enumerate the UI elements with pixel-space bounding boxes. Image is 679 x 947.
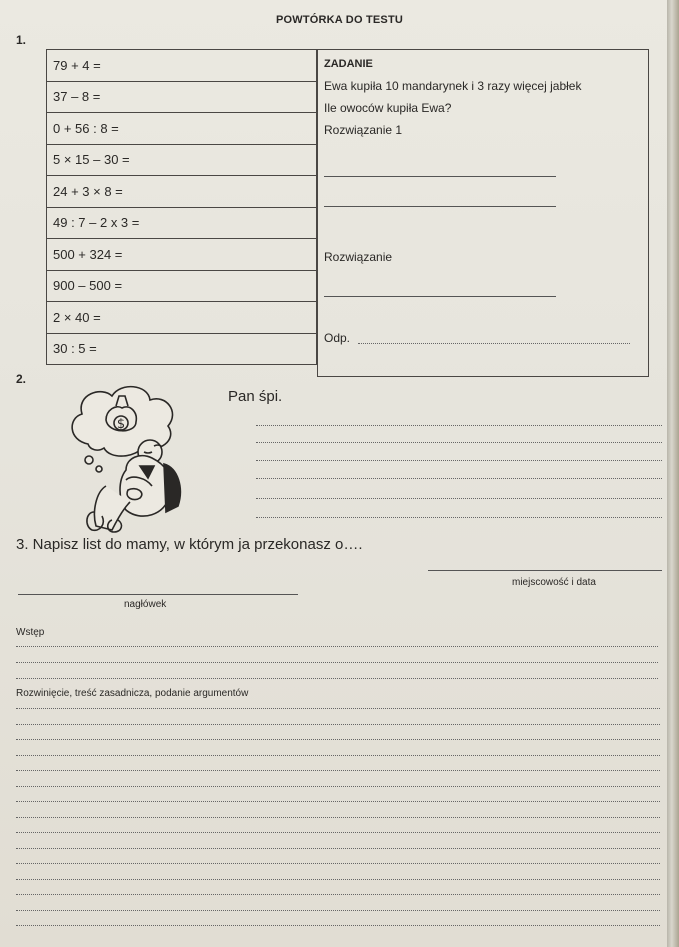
writing-line (16, 863, 660, 864)
writing-line (256, 478, 662, 479)
intro-label: Wstęp (16, 627, 45, 638)
writing-line (16, 646, 658, 647)
exercise-cell: 900 – 500 = (47, 270, 317, 302)
picture-caption: Pan śpi. (228, 388, 283, 405)
writing-line (16, 894, 660, 895)
section-2-number: 2. (16, 372, 27, 386)
exercise-cell: 500 + 324 = (47, 239, 317, 271)
answer-line (324, 296, 556, 297)
writing-line (256, 517, 662, 518)
writing-line (16, 879, 660, 880)
writing-line (16, 817, 660, 818)
exercise-table (46, 49, 317, 365)
writing-line (16, 925, 660, 926)
page-edge (667, 0, 679, 947)
writing-line (16, 739, 660, 740)
greeting-line (18, 594, 298, 595)
task-heading: ZADANIE (324, 58, 373, 70)
exercise-cell: 30 : 5 = (47, 333, 317, 365)
writing-line (256, 460, 662, 461)
writing-line (16, 662, 658, 663)
solution-1-label: Rozwiązanie 1 (324, 123, 403, 137)
writing-line (16, 910, 660, 911)
writing-line (16, 724, 660, 725)
exercise-cell: 37 – 8 = (47, 81, 317, 113)
writing-line (16, 770, 660, 771)
task-text-line-1: Ewa kupiła 10 mandarynek i 3 razy więcej jabłek (324, 79, 582, 93)
writing-line (16, 786, 660, 787)
writing-line (16, 678, 658, 679)
greeting-label: nagłówek (124, 599, 167, 610)
exercise-cell: 49 : 7 – 2 x 3 = (47, 207, 317, 239)
writing-line (256, 498, 662, 499)
answer-line (324, 176, 556, 177)
exercise-cell: 0 + 56 : 8 = (47, 113, 317, 145)
exercise-cell: 79 + 4 = (47, 50, 317, 82)
answer-label: Odp. (324, 331, 351, 345)
exercise-cell: 5 × 15 – 30 = (47, 144, 317, 176)
svg-text:$: $ (116, 417, 126, 432)
writing-line (16, 708, 660, 709)
solution-2-label: Rozwiązanie (324, 250, 393, 264)
answer-line (324, 206, 556, 207)
writing-line (256, 442, 662, 443)
page-title: POWTÓRKA DO TESTU (275, 14, 404, 26)
exercise-cell: 24 + 3 × 8 = (47, 176, 317, 208)
exercise-cell: 2 × 40 = (47, 302, 317, 334)
answer-dotted-line (358, 343, 630, 344)
word-problem-box (317, 49, 649, 377)
task-text-line-2: Ile owoców kupiła Ewa? (324, 101, 452, 115)
section-1-number: 1. (16, 33, 27, 47)
writing-line (16, 801, 660, 802)
sleeping-man-illustration (66, 382, 196, 534)
writing-line (16, 755, 660, 756)
writing-line (16, 832, 660, 833)
writing-line (256, 425, 662, 426)
place-date-label: miejscowość i data (512, 577, 596, 588)
place-date-line (428, 570, 662, 571)
section-3-title: 3. Napisz list do mamy, w którym ja przekonasz o…. (16, 536, 363, 553)
writing-line (16, 848, 660, 849)
body-label: Rozwinięcie, treść zasadnicza, podanie argumentów (16, 688, 249, 699)
